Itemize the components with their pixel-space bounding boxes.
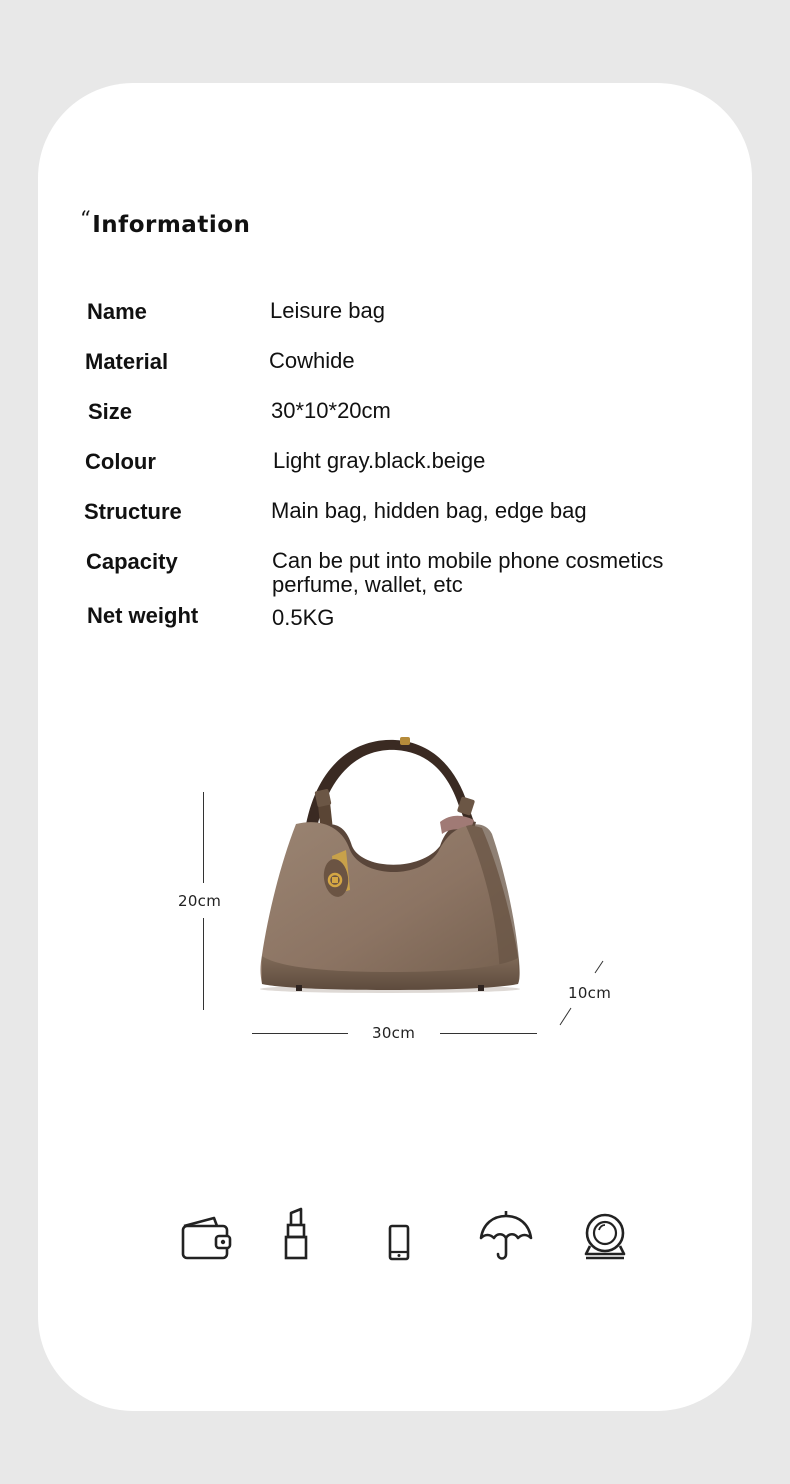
spec-value-size: 30*10*20cm bbox=[271, 398, 391, 423]
spec-label-name: Name bbox=[87, 299, 147, 324]
title-quote-mark: “ bbox=[80, 207, 92, 231]
lipstick-icon bbox=[282, 1207, 310, 1261]
spec-label-capacity: Capacity bbox=[86, 549, 178, 574]
spec-value-capacity-line-1: Can be put into mobile phone cosmetics bbox=[272, 548, 664, 573]
spec-label-net-weight: Net weight bbox=[87, 603, 199, 628]
spec-label-structure: Structure bbox=[84, 499, 182, 524]
product-info-card bbox=[38, 83, 752, 1411]
height-dimension-label: 20cm bbox=[178, 892, 222, 910]
width-dimension-label: 30cm bbox=[372, 1024, 416, 1042]
spec-value-name: Leisure bag bbox=[270, 298, 385, 323]
spec-label-colour: Colour bbox=[85, 449, 156, 474]
spec-value-material: Cowhide bbox=[269, 348, 355, 373]
spec-label-material: Material bbox=[85, 349, 169, 374]
umbrella-icon bbox=[478, 1210, 534, 1262]
spec-value-capacity-line-2: perfume, wallet, etc bbox=[272, 572, 463, 597]
spec-value-structure: Main bag, hidden bag, edge bag bbox=[271, 498, 587, 523]
wallet-icon bbox=[180, 1214, 234, 1262]
compact-mirror-icon bbox=[582, 1212, 628, 1262]
spec-value-colour: Light gray.black.beige bbox=[273, 448, 486, 473]
mobile-phone-icon bbox=[386, 1224, 412, 1262]
spec-value-net-weight: 0.5KG bbox=[272, 605, 335, 630]
spec-label-size: Size bbox=[88, 399, 133, 424]
title-text: Information bbox=[92, 212, 251, 238]
depth-dimension-label: 10cm bbox=[568, 984, 612, 1002]
section-title bbox=[80, 207, 250, 238]
